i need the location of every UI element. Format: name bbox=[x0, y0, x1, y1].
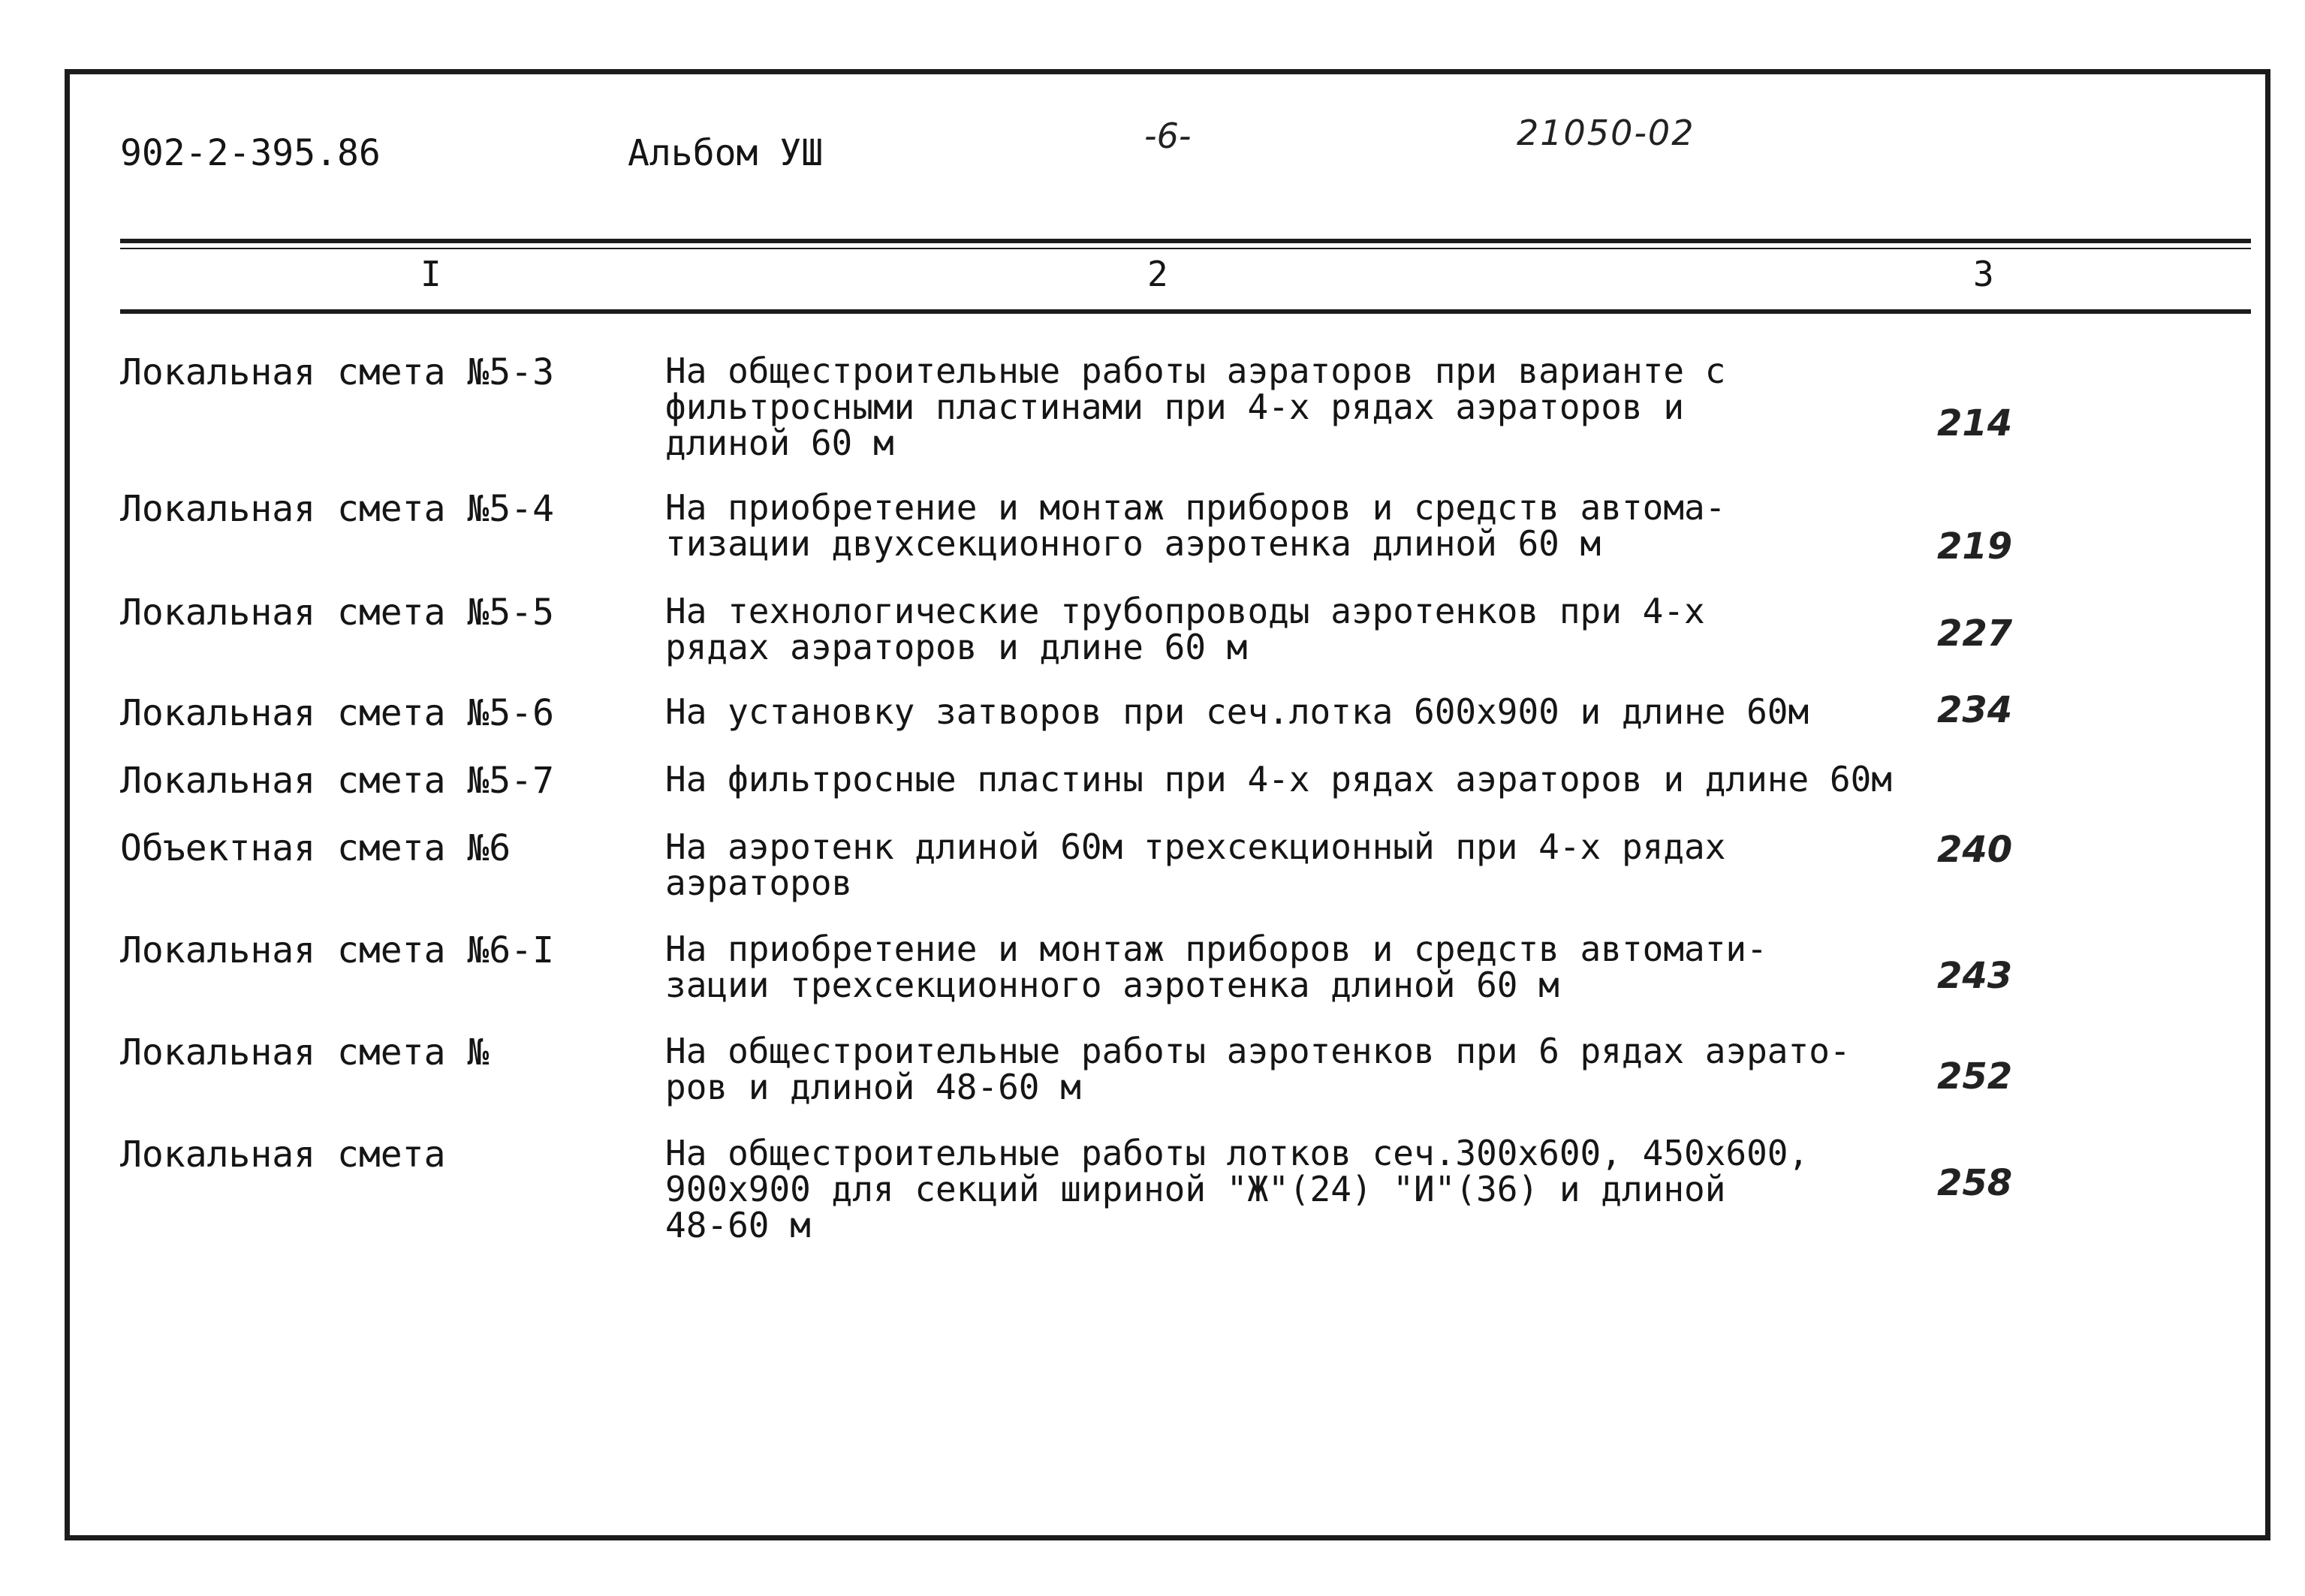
column-header-1: I bbox=[420, 254, 441, 294]
row-label: Локальная смета №5-7 bbox=[120, 760, 554, 802]
sheet-code: 21050-02 bbox=[1517, 113, 1695, 153]
header-rule-bottom bbox=[120, 309, 2251, 314]
row-page-number: 258 bbox=[1937, 1162, 2013, 1204]
row-label: Локальная смета №6-I bbox=[120, 929, 554, 971]
row-description: На технологические трубопроводы аэротенков при 4-х рядах аэраторов и длине 60 м bbox=[665, 591, 1705, 667]
row-page-number: 243 bbox=[1937, 955, 2013, 997]
album-title: Альбом УШ bbox=[628, 132, 824, 174]
row-description: На аэротенк длиной 60м трехсекционный при 4-х рядах аэраторов bbox=[665, 827, 1726, 903]
row-description: На приобретение и монтаж приборов и средств автомати- зации трехсекционного аэротенка длиной 60 м bbox=[665, 929, 1767, 1005]
row-page-number: 227 bbox=[1937, 613, 2013, 655]
column-header-2: 2 bbox=[1147, 254, 1168, 294]
row-description: На общестроительные работы лотков сеч.300x600, 450x600, 900x900 для секций шириной "Ж"(24) "И"(36) и длиной 48-60 м bbox=[665, 1133, 1809, 1245]
header-rule-top bbox=[120, 239, 2251, 243]
row-description: На общестроительные работы аэраторов при варианте с фильтросными пластинами при 4-х рядах аэраторов и длиной 60 м bbox=[665, 351, 1726, 463]
row-label: Локальная смета bbox=[120, 1134, 446, 1176]
row-page-number: 219 bbox=[1937, 525, 2013, 568]
row-description: На общестроительные работы аэротенков при 6 рядах аэрато- ров и длиной 48-60 м bbox=[665, 1031, 1851, 1107]
row-label: Локальная смета №5-6 bbox=[120, 692, 554, 734]
column-header-3: 3 bbox=[1973, 254, 1994, 294]
page-number: -6- bbox=[1144, 116, 1192, 156]
row-label: Локальная смета №5-5 bbox=[120, 592, 554, 634]
row-label: Локальная смета №5-4 bbox=[120, 488, 554, 530]
header-rule-top-thin bbox=[120, 248, 2251, 249]
row-label: Локальная смета №5-3 bbox=[120, 351, 554, 393]
row-page-number: 252 bbox=[1937, 1055, 2013, 1098]
document-number: 902-2-395.86 bbox=[120, 132, 381, 174]
row-page-number: 234 bbox=[1937, 689, 2013, 731]
row-label: Объектная смета №6 bbox=[120, 827, 511, 869]
row-page-number: 240 bbox=[1937, 829, 2013, 871]
row-description: На установку затворов при сеч.лотка 600x900 и длине 60м bbox=[665, 691, 1809, 732]
row-description: На фильтросные пластины при 4-х рядах аэраторов и длине 60м bbox=[665, 759, 1892, 800]
row-page-number: 214 bbox=[1937, 402, 2013, 444]
row-label: Локальная смета № bbox=[120, 1031, 490, 1074]
row-description: На приобретение и монтаж приборов и средств автома- тизации двухсекционного аэротенка длиной 60 м bbox=[665, 487, 1726, 564]
